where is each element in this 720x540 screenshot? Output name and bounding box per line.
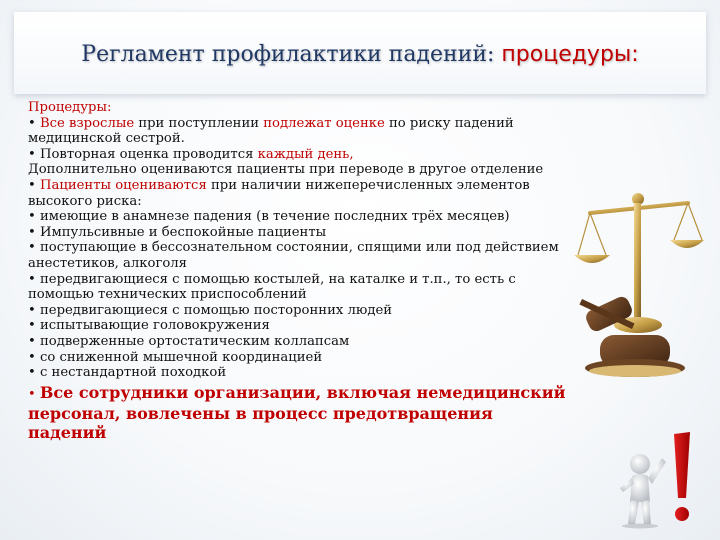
final-text: Все сотрудники организации, включая немедицинский персонал, вовлечены в процесс предотвращения падений	[28, 382, 566, 442]
heading-text: Процедуры:	[28, 100, 112, 115]
paragraph-4	[28, 178, 576, 209]
list-item: • передвигающиеся с помощью костылей, на каталке и т.п., то есть с помощью технических приспособлений	[28, 271, 516, 303]
list-item: • испытывающие головокружения	[28, 318, 270, 334]
list-item: • со сниженной мышечной координацией	[28, 349, 323, 365]
final-bullet: •	[28, 386, 40, 402]
list-item: • подверженные ортостатическим коллапсам	[28, 333, 350, 349]
p2-text: • Повторная оценка проводится	[28, 146, 258, 162]
list-item: • имеющие в анамнезе падения (в течение последних трёх месяцев)	[28, 209, 510, 225]
list-item: • поступающие в бессознательном состоянии, спящими или под действием анестетиков, алкоголя	[28, 240, 559, 271]
list-item: • с нестандартной походкой	[28, 365, 227, 381]
p4-text: при наличии нижеперечисленных элементов высокого риска:	[28, 177, 530, 209]
p1-text-2: по риску падений медицинской сестрой.	[28, 115, 514, 147]
p4-bullet: •	[28, 177, 40, 193]
list-item: • передвигающиеся с помощью посторонних людей	[28, 302, 393, 318]
p1-highlight-2: подлежат оценке	[263, 115, 385, 131]
paragraph-2	[28, 147, 576, 163]
p1-highlight-1: Все взрослые	[39, 115, 135, 131]
final-statement	[28, 383, 576, 442]
content-body	[28, 100, 576, 442]
title-main: Регламент профилактики падений:	[81, 42, 502, 67]
p1-bullet: •	[28, 115, 40, 131]
paragraph-3: Дополнительно оцениваются пациенты при переводе в другое отделение	[28, 162, 544, 178]
procedures-heading	[28, 100, 576, 116]
scales-of-justice-icon	[570, 185, 705, 380]
person-exclamation-icon	[618, 430, 713, 530]
slide-title	[0, 42, 720, 68]
p2-highlight: каждый день,	[257, 146, 354, 162]
p4-highlight: Пациенты оцениваются	[39, 177, 207, 193]
paragraph-1	[28, 116, 576, 147]
title-accent: процедуры:	[501, 42, 639, 67]
p1-text-1: при поступлении	[134, 115, 264, 131]
list-item: • Импульсивные и беспокойные пациенты	[28, 224, 327, 240]
